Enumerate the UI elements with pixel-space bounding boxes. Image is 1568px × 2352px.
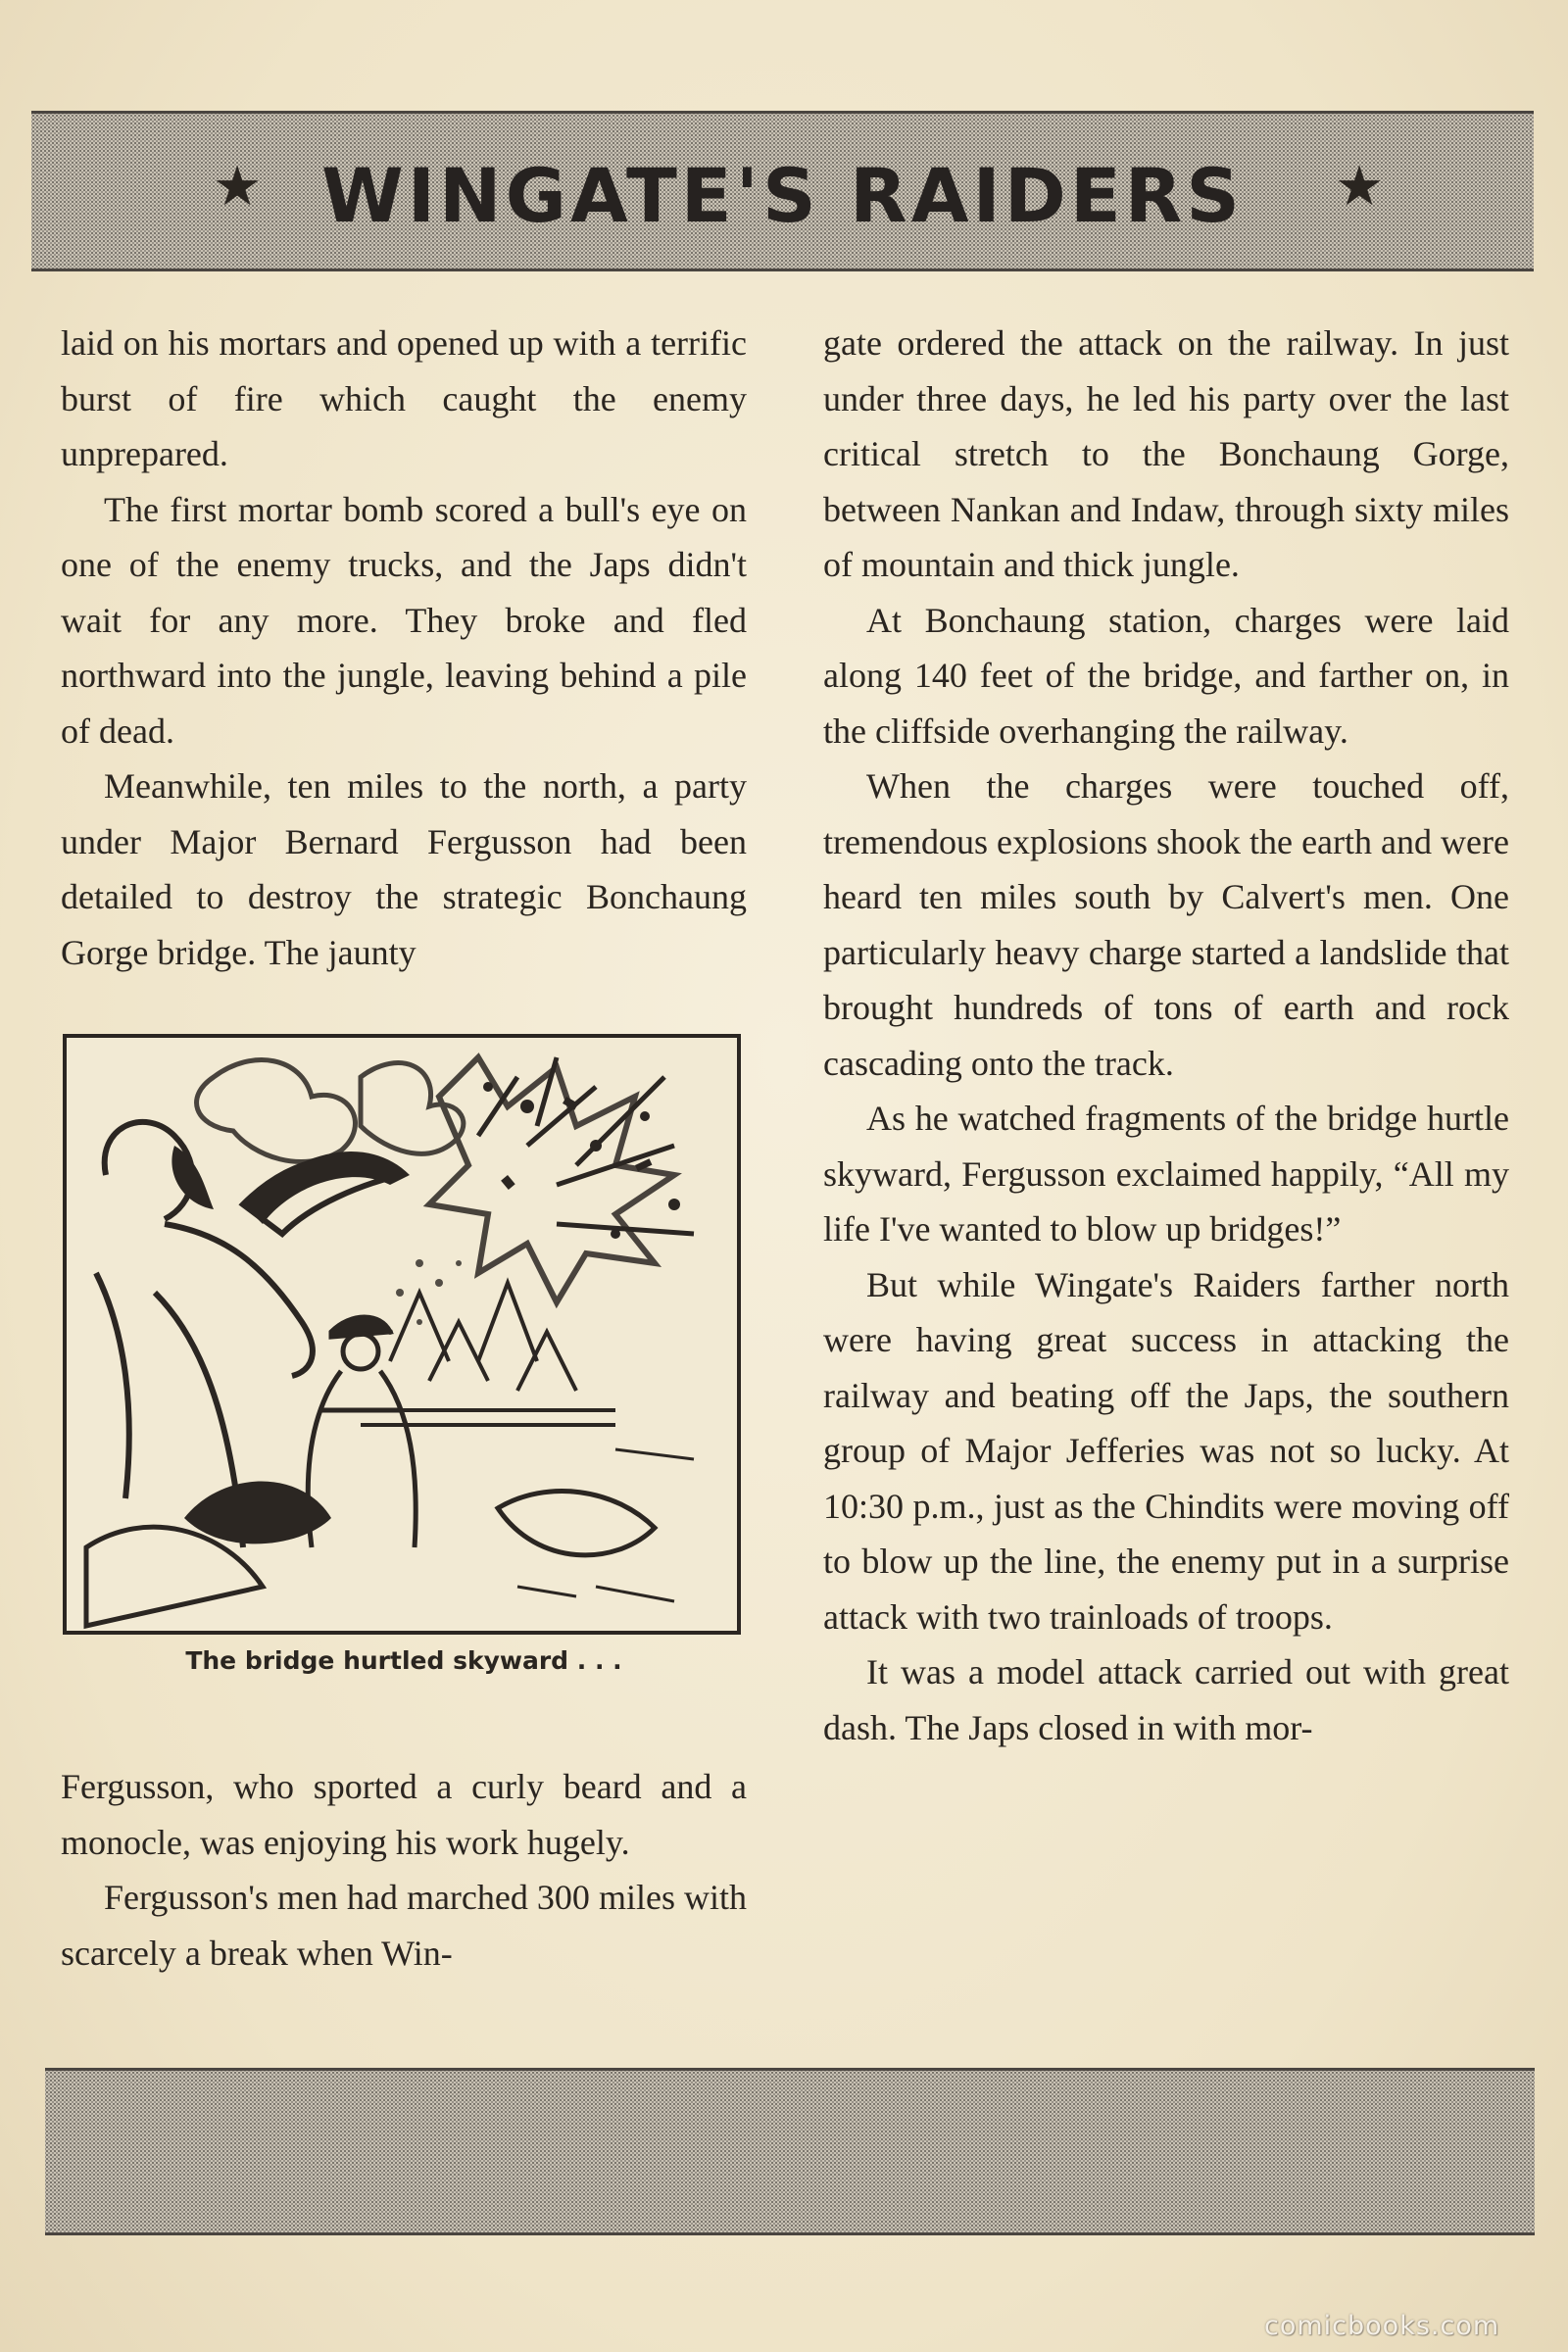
watermark: comicbooks.com — [1264, 2311, 1500, 2341]
paragraph: At Bonchaung station, charges were laid along 140 feet of the bridge, and farther on, in the cliffside overhanging the railway. — [823, 600, 1509, 751]
paragraph: Meanwhile, ten miles to the north, a party under Major Bernard Fergusson had been detailed to destroy the strategic Bonchaung Gorge bridge. The jaunty — [61, 766, 747, 972]
paragraph: As he watched fragments of the bridge hurtle skyward, Fergusson exclaimed happily, “All my life I've wanted to blow up bridges!” — [823, 1099, 1509, 1249]
left-column-top — [61, 316, 747, 980]
page-title: WINGATE'S RAIDERS — [320, 151, 1245, 239]
title-banner — [31, 111, 1534, 271]
paragraph: The first mortar bomb scored a bull's eye on one of the enemy trucks, and the Japs didn't wait for any more. They broke and fled northward into the jungle, leaving behind a pile of dead. — [61, 489, 747, 751]
paragraph: Fergusson's men had marched 300 miles with scarcely a break when Win- — [61, 1878, 747, 1973]
bridge-explosion-illustration — [63, 1034, 741, 1635]
right-column — [823, 316, 1509, 1755]
left-column-bottom — [61, 1759, 747, 1981]
paragraph: It was a model attack carried out with great dash. The Japs closed in with mor- — [823, 1652, 1509, 1747]
paragraph: Fergusson, who sported a curly beard and a monocle, was enjoying his work hugely. — [61, 1767, 747, 1862]
illustration-drawing — [67, 1038, 737, 1631]
footer-banner — [45, 2068, 1535, 2235]
paragraph: But while Wingate's Raiders farther north were having great success in attacking the railway and beating off the Japs, the southern group of Major Jefferies was not so lucky. At 10:30 p.m., just as the Chindits were moving off to blow up the line, the enemy put in a surprise attack with two trainloads of troops. — [823, 1264, 1509, 1637]
star-icon: ★ — [1335, 155, 1385, 219]
paragraph: gate ordered the attack on the railway. In just under three days, he led his party over the last critical stretch to the Bonchaung Gorge, between Nankan and Indaw, through sixty miles of mountain and thick jungle. — [823, 323, 1509, 584]
illustration-caption: The bridge hurtled skyward . . . — [185, 1646, 622, 1675]
star-icon: ★ — [213, 155, 263, 219]
paragraph: laid on his mortars and opened up with a terrific burst of fire which caught the enemy unprepared. — [61, 323, 747, 473]
paragraph: When the charges were touched off, tremendous explosions shook the earth and were heard ten miles south by Calvert's men. One particularly heavy charge started a landslide that brought hundreds of tons of earth and rock cascading onto the track. — [823, 766, 1509, 1083]
